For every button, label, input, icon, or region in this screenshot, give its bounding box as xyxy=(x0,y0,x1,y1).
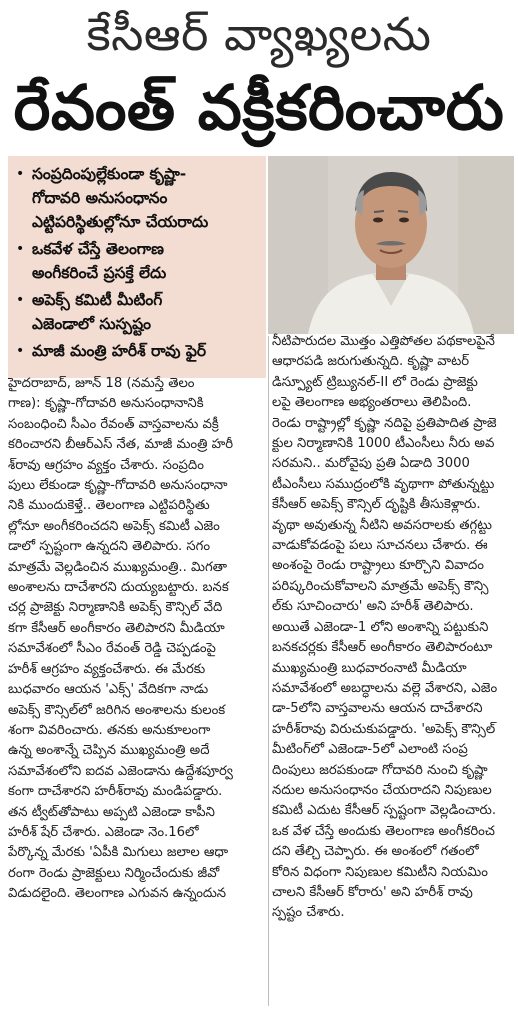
photo-portrait xyxy=(268,156,514,334)
article-line: పేర్కొన్న మేరకు 'ఏపీకి మిగులు జలాల ఆధా xyxy=(8,845,229,861)
bullet-icon: • xyxy=(16,241,25,257)
highlight-line: గోదావరి అనుసంధానం xyxy=(32,189,168,207)
article-line: చాలని కేసీఆర్ కోరారు' అని హరీశ్ రావు xyxy=(272,884,473,900)
article-line: స్పష్టం చేశారు. xyxy=(272,905,345,921)
article-line: పులు లేకుండా కృష్ణా-గోదావరి అనుసంధానా xyxy=(8,478,228,494)
article-line: సరమని.. మరోవైపు ప్రతి ఏడాది 3000 xyxy=(272,456,470,472)
highlight-item xyxy=(16,237,262,285)
article-line: ఒక వేళ చేస్తే అందుకు తెలంగాణ అంగీకరించ xyxy=(272,823,495,839)
article-line: ఉన్న అంశాన్నే చెప్పిన ముఖ్యమంత్రి అదే xyxy=(8,743,210,759)
highlight-line: ఎజెండాలో సుస్పష్టం xyxy=(32,315,152,333)
article-line: నదుల అనుసంధానం చేయరాదని నిపుణుల xyxy=(272,782,492,798)
article-line: డిస్ప్యూట్ ట్రిబ్యునల్-II లో రెండు ప్రాజెక్టు xyxy=(272,374,478,390)
column-divider xyxy=(268,336,269,1006)
article-line: రెండు రాష్ట్రాల్లో కృష్ణా నదిపై ప్రతిపాదిత ప్రాజె xyxy=(272,415,497,431)
highlight-item xyxy=(16,162,262,234)
article-line: కరించారని బీఆర్ఎస్ నేత, మాజీ మంత్రి హరీ xyxy=(8,437,234,453)
article-column-left xyxy=(8,374,266,905)
article-line: రంగా రెండు ప్రాజెక్టులు నిర్మించేందుకు జీవో xyxy=(8,865,220,881)
article-line: అపెక్స్ కౌన్సిల్‌లో జరిగిన అంశాలను కులంక xyxy=(8,702,226,718)
article-line: లపై తెలంగాణ అభ్యంతరాలు తెలిపింది. xyxy=(272,395,472,411)
highlight-item xyxy=(16,288,262,336)
article-line: శంగా వివరించారు. తనకు అనుకూలంగా xyxy=(8,722,211,738)
highlights-box xyxy=(8,156,266,378)
article-line: ల్‌కు సూచించారు' అని హరీశ్ తెలిపారు. xyxy=(272,599,474,615)
article-line: హరీశ్‌రావు విరుచుకుపడ్డారు. 'అపెక్స్ కౌన్సిల్ xyxy=(272,721,496,737)
headline-kicker: కేసీఆర్ వ్యాఖ్యలను xyxy=(86,7,432,61)
article-line: కోరిన విధంగా నిపుణుల కమిటీని నియమిం xyxy=(272,864,488,880)
article-line: హరీశ్ షేర్ చేశారు. ఎజెండా నెం.16లో xyxy=(8,824,199,840)
article-line: కంగా దాచేశారని హరీశ్‌రావు మండిపడ్డారు. xyxy=(8,784,223,800)
article-line: దని తేల్చి చెప్పారు. ఈ అంశంలో గతంలో xyxy=(272,844,479,860)
article-line: ముఖ్యమంత్రి బుధవారంనాటి మీడియా xyxy=(272,660,467,676)
highlight-line: ఒకవేళ చేస్తే తెలంగాణ xyxy=(32,240,164,258)
highlight-line: సంప్రదింపుల్లేకుండా కృష్ణా- xyxy=(32,165,187,183)
article-line: మీటింగ్‌లో ఎజెండా-5లో ఎలాంటి సంప్ర xyxy=(272,742,468,758)
article-line: ల్లోనూ అంగీకరించదని అపెక్స్ కమిటీ ఎజెం xyxy=(8,518,220,534)
article-line: హైదరాబాద్, జూన్ 18 (నమస్తే తెలం xyxy=(8,376,195,391)
headline-block xyxy=(0,0,518,150)
article-line: డాలో స్పష్టంగా ఉన్నదని తెలిపారు. సగం xyxy=(8,539,211,555)
article-line: హరీశ్ ఆగ్రహం వ్యక్తంచేశారు. ఈ మేరకు xyxy=(8,661,206,677)
article-line: చర్ల ప్రాజెక్టు నిర్మాణానికి అపెక్స్ కౌన్సిల్ వేది xyxy=(8,600,223,616)
article-line: వాడుకోవడంపై పలు సూచనలు చేశారు. ఈ xyxy=(272,538,488,554)
highlight-line: అంగీకరించే ప్రసక్తే లేదు xyxy=(32,264,167,282)
article-line: అయితే ఎజెండా-1 లోని అంశాన్ని పట్టుకుని xyxy=(272,619,489,635)
article-line: ఆధారపడి జరుగుతున్నది. కృష్ణా వాటర్ xyxy=(272,354,470,370)
highlight-item xyxy=(16,339,262,363)
article-line: డా-5లోని వాస్తవాలను ఆయన దాచేశారని xyxy=(272,701,483,717)
bullet-icon: • xyxy=(16,292,25,308)
article-line: అంశాలను దాచేశారని దుయ్యబట్టారు. బనక xyxy=(8,580,229,596)
article-line: కమిటీ ఎదుట కేసీఆర్ స్పష్టంగా వెల్లడించారు. xyxy=(272,803,497,819)
article-line: వృథా అవుతున్న నీటిని అవసరాలకు తగ్గట్టు xyxy=(272,517,492,533)
person-portrait-icon xyxy=(268,156,514,334)
bullet-icon: • xyxy=(16,343,25,359)
article-line: సమావేశంలోని ఐదవ ఎజెండాను ఉద్దేశపూర్వ xyxy=(8,763,233,779)
highlight-line: మాజీ మంత్రి హరీశ్ రావు ఫైర్ xyxy=(32,342,207,360)
article-line: కేసీఆర్ అపెక్స్ కౌన్సిల్ దృష్టికి తీసుకెళ్లారు. xyxy=(272,497,481,513)
article-line: తన ట్వీట్‌తోపాటు అప్పటి ఎజెండా కాపీని xyxy=(8,804,215,820)
article-column-right xyxy=(272,332,514,924)
article-line: టీఎంసీలు సముద్రంలోకి వృథాగా పోతున్నట్టు xyxy=(272,476,495,492)
article-line: నీటిపారుదల మొత్తం ఎత్తిపోతల పథకాలపైనే xyxy=(272,334,495,349)
highlight-line: ఎట్టిపరిస్థితుల్లోనూ చేయరాదు xyxy=(32,213,209,231)
article-line: సమావేశంలో సీఎం రేవంత్ రెడ్డి చెప్పడంపై xyxy=(8,641,216,657)
highlight-line: అపెక్స్ కమిటీ మీటింగ్ xyxy=(32,291,163,309)
article-line: బనకచర్లకు కేసీఆర్ అంగీకారం తెలిపారంటూ xyxy=(272,640,493,656)
headline-title: రేవంత్ వక్రీకరించారు xyxy=(13,71,505,144)
article-line: క్టుల నిర్మాణానికి 1000 టీఎంసీలు నీరు అవ xyxy=(272,436,495,452)
article-line: పరిష్కరించుకోవాలని మాత్రమే అపెక్స్ కౌన్సి xyxy=(272,578,489,594)
article-line: శ్‌రావు ఆగ్రహం వ్యక్తం చేశారు. సంప్రదిం xyxy=(8,457,204,473)
article-line: సమావేశంలో అబద్ధాలను వల్లె వేశారని, ఎజెం xyxy=(272,680,498,696)
bullet-icon: • xyxy=(16,166,25,182)
article-line: కగా కేసీఆర్ అంగీకారం తెలిపారని మీడియా xyxy=(8,620,225,636)
article-line: గాణ): కృష్ణా-గోదావరి అనుసంధానానికి xyxy=(8,396,204,412)
article-line: మాత్రమే వెల్లడించిన ముఖ్యమంత్రి.. మిగతా xyxy=(8,559,228,575)
article-line: దింపులు జరపకుండా గోదావరి నుంచి కృష్ణా xyxy=(272,762,488,778)
article-line: అంశంపై రెండు రాష్ట్రాలు కూర్చొని వివాదం xyxy=(272,558,484,574)
article-line: సంబంధించి సీఎం రేవంత్ వాస్తవాలను వక్రీ xyxy=(8,416,219,432)
article-line: బుధవారం ఆయన 'ఎక్స్' వేదికగా నాడు xyxy=(8,682,209,698)
article-line: నికి ముందుకెళ్తే.. తెలంగాణ ఎట్టిపరిస్థితు xyxy=(8,498,210,514)
article-line: విడుదలైంది. తెలంగాణ ఎగువన ఉన్నందున xyxy=(8,886,227,902)
